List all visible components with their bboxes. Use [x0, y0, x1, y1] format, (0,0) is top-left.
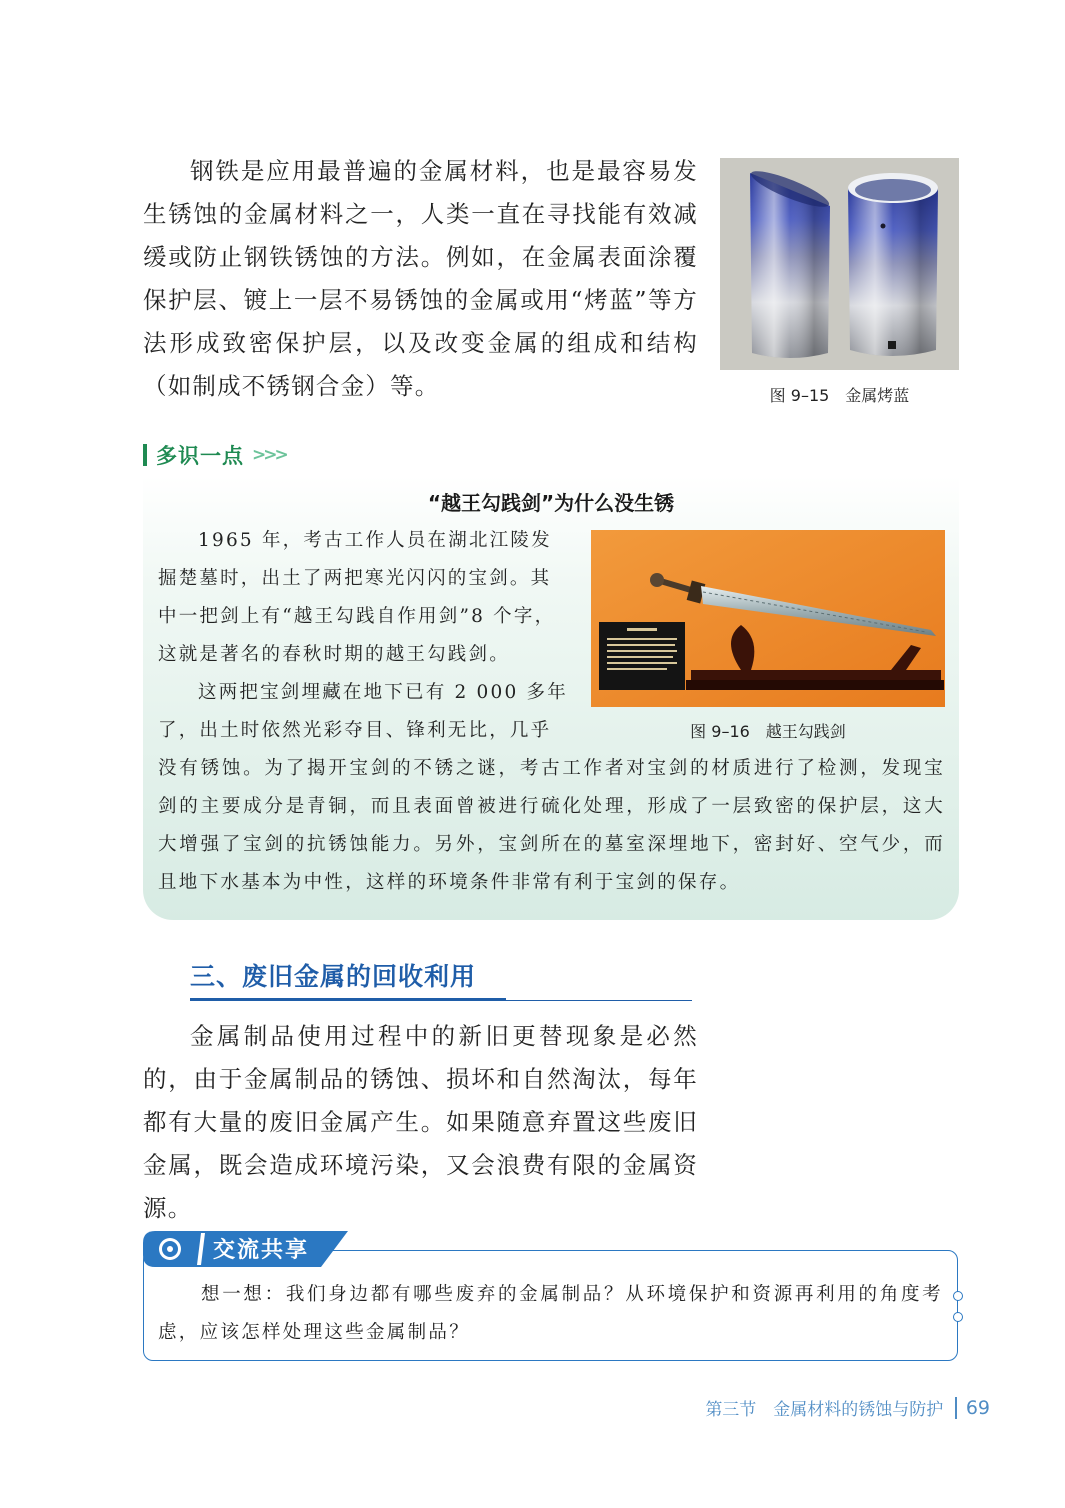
share-question: 想一想：我们身边都有哪些废弃的金属制品？从环境保护和资源再利用的角度考虑，应该怎样处理这些金属制品？ — [158, 1284, 943, 1343]
section-paragraph: 金属制品使用过程中的新旧更替现象是必然的，由于金属制品的锈蚀、损坏和自然淘汰，每年都有大量的废旧金属产生。如果随意弃置这些废旧金属，既会造成环境污染，又会浪费有限的金属资源。 — [143, 1022, 698, 1222]
footer-section: 第三节 金属材料的锈蚀与防护 — [705, 1400, 944, 1420]
box-paragraph-2-rest: 没有锈蚀。为了揭开宝剑的不锈之谜，考古工作者对宝剑的材质进行了检测，发现宝剑的主要成分是青铜，而且表面曾被进行硫化处理，形成了一层致密的保护层，这大大增强了宝剑的抗锈蚀能力。另外，宝剑所在的墓室深埋地下，密封好、空气少，而且地下水基本为中性，这样的环境条件非常有利于宝剑的保存。 — [158, 758, 945, 893]
section-underline — [190, 998, 506, 1001]
box-paragraph-1: 1965 年，考古工作人员在湖北江陵发掘楚墓时，出土了两把寒光闪闪的宝剑。其中一把剑上有“越王勾践自作用剑”8 个字，这就是著名的春秋时期的越王勾践剑。 — [158, 530, 556, 665]
chevron-arrows-icon: >>> — [252, 445, 286, 465]
figure-goujian-sword — [591, 530, 945, 707]
box-title: “越王勾践剑”为什么没生锈 — [427, 491, 675, 515]
figure-16-caption: 图 9–16 越王勾践剑 — [690, 722, 846, 741]
section-title: 三、废旧金属的回收利用 — [190, 962, 477, 991]
box-paragraph-2-start: 这两把宝剑埋藏在地下已有 2 000 多年了，出土时依然光彩夺目、锋利无比，几乎 — [158, 682, 568, 741]
figure-15-caption: 图 9–15 金属烤蓝 — [769, 386, 910, 405]
section-underline-thin — [506, 1000, 692, 1001]
page-footer — [600, 1395, 990, 1420]
intro-paragraph: 钢铁是应用最普遍的金属材料，也是最容易发生锈蚀的金属材料之一，人类一直在寻找能有效减缓或防止钢铁锈蚀的方法。例如，在金属表面涂覆保护层、镀上一层不易锈蚀的金属或用“烤蓝”等方法形成致密保护层，以及改变金属的组成和结构（如制成不锈钢合金）等。 — [143, 157, 698, 400]
figure-metal-blueing — [720, 158, 959, 370]
goujian-sword-photo — [591, 530, 945, 707]
binder-ring-icon — [953, 1312, 963, 1322]
heading-bar — [143, 444, 147, 466]
share-title: 交流共享 — [213, 1238, 310, 1263]
know-more-title: 多识一点 — [156, 444, 244, 468]
page-number: 69 — [965, 1396, 990, 1419]
metal-blueing-photo — [720, 158, 959, 370]
footer-divider — [955, 1397, 957, 1419]
binder-ring-icon — [953, 1291, 963, 1301]
know-more-heading — [143, 440, 286, 470]
